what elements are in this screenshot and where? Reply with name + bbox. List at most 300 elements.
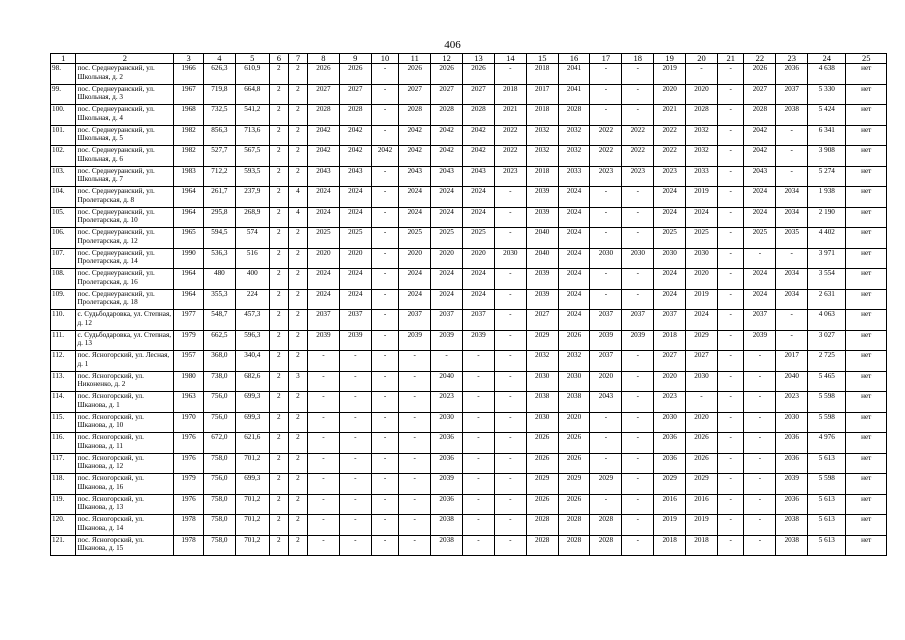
table-cell: - [622, 351, 654, 372]
table-cell: 2023 [776, 392, 808, 413]
table-cell: 2027 [339, 84, 371, 105]
table-cell: 2037 [590, 310, 622, 331]
table-cell: - [622, 515, 654, 536]
table-row [51, 248, 887, 269]
table-cell: - [339, 535, 371, 556]
table-cell: 2 [269, 494, 288, 515]
table-cell: 594,5 [203, 228, 235, 249]
table-cell: - [371, 207, 399, 228]
table-cell: 2043 [431, 166, 463, 187]
table-cell: 756,0 [203, 392, 235, 413]
table-cell: 2 [288, 330, 307, 351]
table-cell: 682,6 [235, 371, 269, 392]
table-cell: 713,6 [235, 125, 269, 146]
table-cell: - [744, 433, 776, 454]
table-cell: 2042 [463, 125, 495, 146]
table-cell: - [622, 474, 654, 495]
table-cell: 2024 [558, 269, 590, 290]
table-cell: нет [846, 412, 887, 433]
page-number: 406 [444, 39, 461, 51]
table-cell: 2039 [431, 330, 463, 351]
table-cell: 2024 [399, 289, 431, 310]
row-number-cell: 113. [51, 371, 76, 392]
table-cell: - [590, 289, 622, 310]
row-number-cell: 101. [51, 125, 76, 146]
column-number-header: 15 [526, 54, 558, 64]
table-cell: 2042 [431, 146, 463, 167]
table-cell: 2028 [526, 535, 558, 556]
table-cell: 621,6 [235, 433, 269, 454]
table-cell: 2036 [431, 433, 463, 454]
table-cell: 2 [269, 535, 288, 556]
table-cell: 2024 [744, 207, 776, 228]
row-number-cell: 102. [51, 146, 76, 167]
table-cell: 5 598 [808, 412, 846, 433]
table-cell: 2028 [526, 515, 558, 536]
table-cell: 2026 [558, 433, 590, 454]
table-cell: 2039 [526, 269, 558, 290]
table-cell: - [494, 433, 526, 454]
table-cell: - [590, 64, 622, 85]
table-cell: 2042 [744, 146, 776, 167]
table-cell: 2026 [526, 433, 558, 454]
table-cell: 2024 [558, 248, 590, 269]
table-cell: 6 341 [808, 125, 846, 146]
table-cell: 268,9 [235, 207, 269, 228]
address-cell: пос. Среднеуранский, ул. Пролетарская, д. 16 [76, 269, 174, 290]
column-number-header: 5 [235, 54, 269, 64]
table-cell: 699,3 [235, 474, 269, 495]
table-cell: - [717, 515, 744, 536]
table-cell: 2024 [558, 207, 590, 228]
address-cell: пос. Среднеуранский, ул. Пролетарская, д. 10 [76, 207, 174, 228]
column-number-header: 3 [174, 54, 204, 64]
table-cell: - [399, 474, 431, 495]
table-row [51, 330, 887, 351]
table-cell: 2024 [463, 187, 495, 208]
header-row [51, 54, 887, 64]
table-cell: нет [846, 310, 887, 331]
table-cell: - [463, 433, 495, 454]
table-cell: нет [846, 187, 887, 208]
table-cell: - [717, 207, 744, 228]
table-cell: - [590, 105, 622, 126]
table-cell: 2028 [744, 105, 776, 126]
table-cell: 2 [288, 166, 307, 187]
table-cell: 2029 [590, 474, 622, 495]
table-cell: 856,3 [203, 125, 235, 146]
table-cell: - [371, 351, 399, 372]
table-cell: 2 [269, 371, 288, 392]
table-cell: 2019 [686, 289, 718, 310]
table-cell: 2018 [526, 166, 558, 187]
table-cell: - [494, 228, 526, 249]
table-cell: 2023 [654, 166, 686, 187]
table-cell: 2 [288, 351, 307, 372]
table-cell: - [494, 535, 526, 556]
table-cell: 1982 [174, 125, 204, 146]
table-cell: - [776, 146, 808, 167]
table-cell: - [717, 371, 744, 392]
table-cell: - [622, 207, 654, 228]
table-cell: - [371, 330, 399, 351]
table-cell: 2 [269, 146, 288, 167]
table-cell: - [463, 494, 495, 515]
table-cell: 2039 [339, 330, 371, 351]
table-cell: 2018 [654, 330, 686, 351]
table-cell: 2029 [654, 474, 686, 495]
table-cell: 2 [269, 269, 288, 290]
table-cell: 1990 [174, 248, 204, 269]
table-cell: - [308, 515, 340, 536]
table-cell: - [399, 433, 431, 454]
table-cell: нет [846, 453, 887, 474]
table-cell: 2030 [431, 412, 463, 433]
table-cell: 1979 [174, 330, 204, 351]
table-cell: - [717, 64, 744, 85]
table-cell: - [717, 412, 744, 433]
table-cell: 2019 [654, 64, 686, 85]
table-cell: 1976 [174, 453, 204, 474]
table-cell: 2 [288, 535, 307, 556]
address-cell: пос. Ясногорский, ул. Шканова, д. 14 [76, 515, 174, 536]
table-cell: 2024 [654, 207, 686, 228]
table-cell: - [717, 187, 744, 208]
row-number-cell: 104. [51, 187, 76, 208]
table-cell: - [494, 289, 526, 310]
table-cell: 2042 [371, 146, 399, 167]
table-row [51, 207, 887, 228]
address-cell: пос. Среднеуранский, ул. Школьная, д. 6 [76, 146, 174, 167]
table-row [51, 392, 887, 413]
table-cell: 2043 [399, 166, 431, 187]
table-row [51, 310, 887, 331]
table-cell: 4 402 [808, 228, 846, 249]
table-cell: 2020 [558, 412, 590, 433]
table-cell: - [339, 494, 371, 515]
table-cell: 548,7 [203, 310, 235, 331]
table-cell: - [339, 412, 371, 433]
table-cell: - [371, 289, 399, 310]
row-number-cell: 108. [51, 269, 76, 290]
table-row [51, 494, 887, 515]
table-cell: 2 [288, 515, 307, 536]
table-cell: - [371, 166, 399, 187]
table-row [51, 187, 887, 208]
table-cell: 2 [288, 105, 307, 126]
table-cell: нет [846, 166, 887, 187]
table-cell: - [371, 392, 399, 413]
table-cell: 2039 [526, 187, 558, 208]
table-cell: 2 [269, 289, 288, 310]
table-cell: нет [846, 289, 887, 310]
table-cell: - [494, 187, 526, 208]
table-cell: 5 598 [808, 392, 846, 413]
row-number-cell: 105. [51, 207, 76, 228]
table-cell: 2022 [622, 146, 654, 167]
table-cell: 1966 [174, 64, 204, 85]
table-cell: 355,3 [203, 289, 235, 310]
table-cell: - [463, 392, 495, 413]
table-cell: 2028 [308, 105, 340, 126]
table-cell: 2026 [526, 453, 558, 474]
table-cell: 2 [269, 515, 288, 536]
table-cell: нет [846, 146, 887, 167]
table-cell: 4 976 [808, 433, 846, 454]
table-cell: - [463, 412, 495, 433]
address-cell: пос. Ясногорский, ул. Шканова, д. 10 [76, 412, 174, 433]
table-cell: 2027 [744, 84, 776, 105]
table-cell: 2030 [494, 248, 526, 269]
table-cell: - [463, 351, 495, 372]
table-cell: 2021 [654, 105, 686, 126]
table-cell: 719,8 [203, 84, 235, 105]
table-cell: 610,9 [235, 64, 269, 85]
column-number-header: 17 [590, 54, 622, 64]
table-cell: 701,2 [235, 494, 269, 515]
table-cell: 738,0 [203, 371, 235, 392]
table-cell: 237,9 [235, 187, 269, 208]
table-cell: 2025 [744, 228, 776, 249]
table-cell: нет [846, 125, 887, 146]
table-cell: 1980 [174, 371, 204, 392]
table-cell: 2026 [308, 64, 340, 85]
table-cell: 758,0 [203, 515, 235, 536]
table-cell: - [339, 392, 371, 413]
table-cell: 2042 [431, 125, 463, 146]
table-cell: 2024 [654, 289, 686, 310]
table-cell: - [744, 453, 776, 474]
row-number-cell: 115. [51, 412, 76, 433]
table-cell: 2028 [686, 105, 718, 126]
column-number-header: 24 [808, 54, 846, 64]
table-cell: - [622, 187, 654, 208]
table-cell: 2025 [431, 228, 463, 249]
table-cell: 2 [288, 474, 307, 495]
table-cell: - [399, 392, 431, 413]
table-cell: - [494, 494, 526, 515]
table-cell: - [399, 371, 431, 392]
table-cell: 2026 [558, 453, 590, 474]
table-cell: 2020 [654, 371, 686, 392]
table-cell: 2024 [558, 187, 590, 208]
table-cell: - [744, 351, 776, 372]
table-cell: 2036 [776, 433, 808, 454]
table-cell: - [371, 494, 399, 515]
table-cell: 701,2 [235, 453, 269, 474]
table-row [51, 269, 887, 290]
table-cell: 2022 [654, 146, 686, 167]
table-cell: 2036 [776, 494, 808, 515]
table-cell: - [590, 412, 622, 433]
table-cell: 2028 [558, 535, 590, 556]
table-cell: 2018 [494, 84, 526, 105]
table-cell: 2025 [399, 228, 431, 249]
table-cell: 2028 [431, 105, 463, 126]
table-cell: - [744, 248, 776, 269]
address-cell: пос. Ясногорский, ул. Шканова, д. 16 [76, 474, 174, 495]
table-cell: - [308, 392, 340, 413]
table-cell: - [494, 515, 526, 536]
table-cell: 2017 [776, 351, 808, 372]
table-cell: - [494, 351, 526, 372]
table-cell: 2022 [590, 146, 622, 167]
table-cell: 2041 [558, 64, 590, 85]
table-row [51, 146, 887, 167]
table-cell: 2026 [558, 494, 590, 515]
column-number-header: 12 [431, 54, 463, 64]
table-cell: 2024 [431, 207, 463, 228]
table-cell: 2023 [622, 166, 654, 187]
table-cell: - [371, 515, 399, 536]
column-number-header: 22 [744, 54, 776, 64]
address-cell: пос. Среднеуранский, ул. Пролетарская, д. 14 [76, 248, 174, 269]
address-cell: с. Судьбодаровка, ул. Степная, д. 12 [76, 310, 174, 331]
table-cell: - [590, 207, 622, 228]
table-cell: 2043 [308, 166, 340, 187]
table-cell: 2030 [622, 248, 654, 269]
table-cell: 2027 [654, 351, 686, 372]
table-cell: - [371, 453, 399, 474]
table-cell: 2 [269, 248, 288, 269]
table-cell: 527,7 [203, 146, 235, 167]
address-cell: пос. Ясногорский, ул. Шканова, д. 1 [76, 392, 174, 413]
table-row [51, 474, 887, 495]
address-cell: пос. Ясногорский, ул. Шканова, д. 12 [76, 453, 174, 474]
table-cell: 2039 [431, 474, 463, 495]
table-cell: нет [846, 269, 887, 290]
table-cell: - [339, 453, 371, 474]
table-cell: 2020 [339, 248, 371, 269]
table-cell: 2037 [654, 310, 686, 331]
table-row [51, 105, 887, 126]
table-cell: 3 554 [808, 269, 846, 290]
table-cell: - [339, 474, 371, 495]
table-cell: 2042 [463, 146, 495, 167]
table-cell: 1 938 [808, 187, 846, 208]
table-cell: 2042 [308, 125, 340, 146]
table-row [51, 351, 887, 372]
table-cell: 2043 [463, 166, 495, 187]
table-cell: нет [846, 351, 887, 372]
table-cell: 2021 [494, 105, 526, 126]
table-cell: 2038 [776, 515, 808, 536]
row-number-cell: 98. [51, 64, 76, 85]
table-cell: 699,3 [235, 392, 269, 413]
table-row [51, 84, 887, 105]
table-cell: - [371, 105, 399, 126]
table-cell: - [431, 351, 463, 372]
table-cell: 5 613 [808, 535, 846, 556]
table-cell: 1977 [174, 310, 204, 331]
row-number-cell: 118. [51, 474, 76, 495]
table-cell: - [622, 84, 654, 105]
table-cell: 2024 [744, 289, 776, 310]
table-cell: 2035 [776, 228, 808, 249]
table-row [51, 228, 887, 249]
table-cell: - [339, 515, 371, 536]
table-cell: 2026 [526, 494, 558, 515]
table-cell: 2039 [776, 474, 808, 495]
table-cell: - [590, 228, 622, 249]
table-cell: - [399, 351, 431, 372]
table-cell: - [744, 412, 776, 433]
table-cell: 5 598 [808, 474, 846, 495]
table-cell: 2 [269, 474, 288, 495]
table-cell: 2024 [339, 269, 371, 290]
address-cell: пос. Среднеуранский, ул. Школьная, д. 4 [76, 105, 174, 126]
table-cell: 2026 [431, 64, 463, 85]
table-cell: 2020 [399, 248, 431, 269]
table-cell: - [622, 453, 654, 474]
table-cell: 2032 [526, 351, 558, 372]
table-cell: 758,0 [203, 494, 235, 515]
table-cell: 2026 [744, 64, 776, 85]
table-cell: 2023 [654, 392, 686, 413]
column-number-header: 7 [288, 54, 307, 64]
table-cell: 3 971 [808, 248, 846, 269]
table-cell: 1978 [174, 515, 204, 536]
table-cell: 2024 [744, 187, 776, 208]
address-cell: пос. Ясногорский, ул. Лесная, д. 1 [76, 351, 174, 372]
table-cell: - [371, 310, 399, 331]
table-cell: - [399, 494, 431, 515]
table-cell: 574 [235, 228, 269, 249]
table-cell: 5 613 [808, 494, 846, 515]
table-cell: 2024 [399, 207, 431, 228]
table-cell: 368,0 [203, 351, 235, 372]
row-number-cell: 114. [51, 392, 76, 413]
address-cell: пос. Среднеуранский, ул. Школьная, д. 5 [76, 125, 174, 146]
table-cell: 2043 [590, 392, 622, 413]
table-cell: - [744, 392, 776, 413]
table-cell: 758,0 [203, 453, 235, 474]
table-cell: 2 [288, 64, 307, 85]
table-cell: 2030 [526, 371, 558, 392]
table-cell: 4 [288, 207, 307, 228]
table-cell: 672,0 [203, 433, 235, 454]
table-cell: 2039 [463, 330, 495, 351]
capital-repair-schedule-table [50, 53, 887, 556]
table-cell: 2024 [308, 269, 340, 290]
address-cell: пос. Ясногорский, ул. Шканова, д. 15 [76, 535, 174, 556]
table-cell: - [463, 474, 495, 495]
table-cell: 2030 [654, 412, 686, 433]
table-cell: 480 [203, 269, 235, 290]
table-cell: - [463, 453, 495, 474]
table-cell: 1979 [174, 474, 204, 495]
table-cell: - [399, 453, 431, 474]
table-cell: 1976 [174, 433, 204, 454]
table-row [51, 412, 887, 433]
table-cell: - [371, 125, 399, 146]
table-cell: 2020 [686, 269, 718, 290]
table-cell: - [371, 269, 399, 290]
table-cell: 2033 [558, 166, 590, 187]
table-cell: - [494, 412, 526, 433]
table-cell: 2 [288, 392, 307, 413]
address-cell: пос. Среднеуранский, ул. Школьная, д. 3 [76, 84, 174, 105]
table-cell: - [776, 125, 808, 146]
table-cell: 2024 [431, 289, 463, 310]
table-cell: 2029 [558, 474, 590, 495]
table-cell: - [590, 433, 622, 454]
table-cell: - [308, 371, 340, 392]
table-cell: 2030 [654, 248, 686, 269]
table-cell: 536,3 [203, 248, 235, 269]
table-cell: 2 631 [808, 289, 846, 310]
table-cell: 2032 [686, 125, 718, 146]
